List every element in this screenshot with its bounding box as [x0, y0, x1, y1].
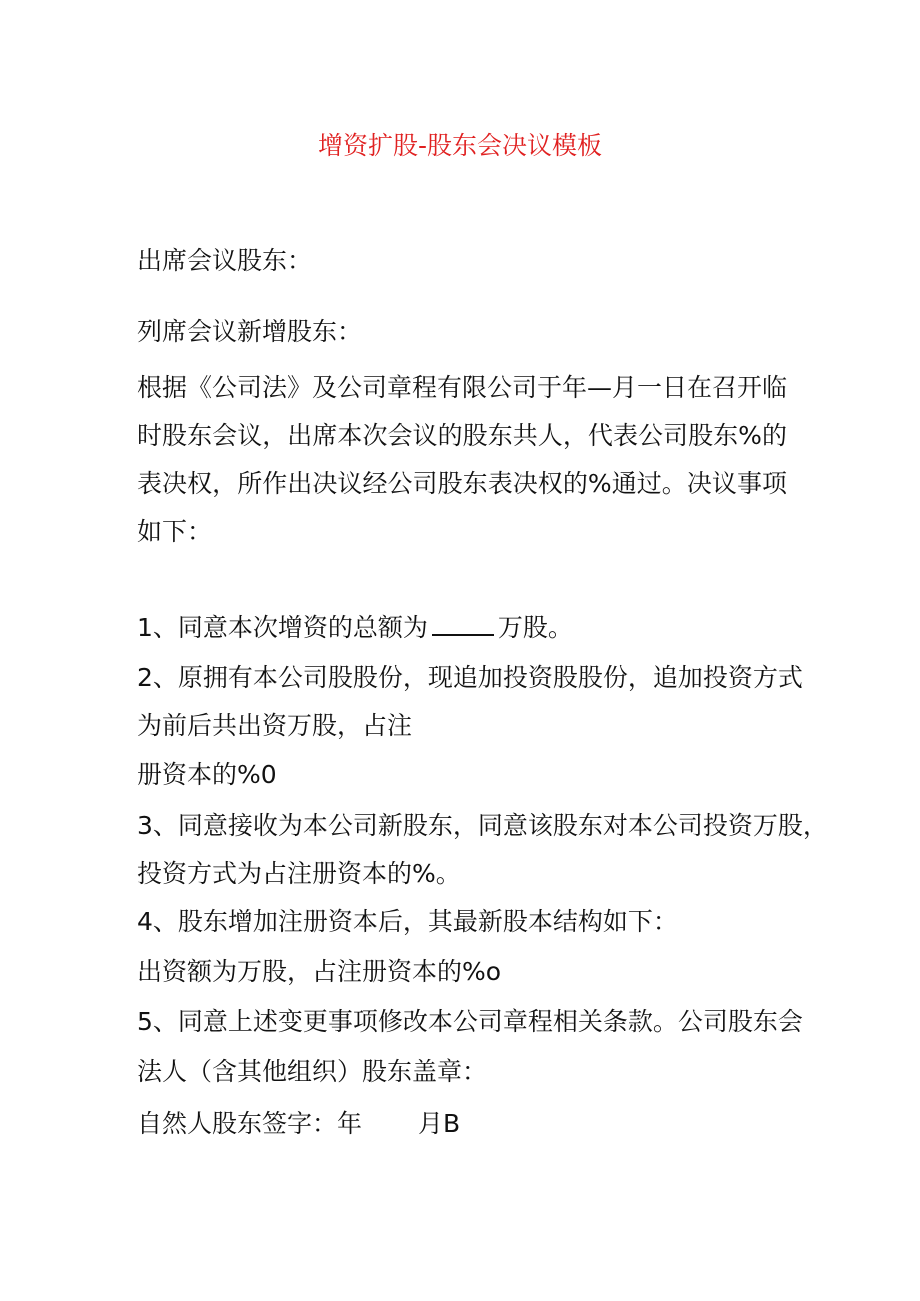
item2-line: 为前后共出资万股，占注	[137, 711, 413, 740]
resolution-item-3	[137, 802, 828, 898]
year-label: 年	[337, 1109, 363, 1138]
intro-line: 表决权，所作出决议经公司股东表决权的%通过。决议事项	[137, 469, 787, 498]
attending-new-shareholders-label: 列席会议新增股东：	[137, 317, 363, 346]
item3-line: 3、同意接收为本公司新股东，同意该股东对本公司投资万股，	[137, 811, 828, 840]
intro-line: 如下：	[137, 517, 213, 546]
natural-person-signature-line	[137, 1106, 460, 1142]
legal-person-seal-label: 法人（含其他组织）股东盖章：	[137, 1057, 488, 1086]
resolution-item-1	[137, 608, 573, 646]
item2-line: 2、原拥有本公司股股份，现追加投资股股份，追加投资方式	[137, 663, 803, 692]
intro-line: 时股东会议，出席本次会议的股东共人，代表公司股东%的	[137, 421, 787, 450]
intro-line: 根据《公司法》及公司章程有限公司于年—月一日在召开临	[137, 373, 788, 402]
attending-shareholders-label: 出席会议股东：	[137, 246, 313, 275]
resolution-item-4: 4、股东增加注册资本后，其最新股本结构如下：	[137, 907, 678, 936]
month-label: 月B	[418, 1109, 461, 1138]
item3-line: 投资方式为占注册资本的%。	[137, 859, 461, 888]
item4-detail: 出资额为万股，占注册资本的%o	[137, 957, 502, 986]
resolution-item-2	[137, 654, 803, 750]
intro-paragraph	[137, 364, 787, 556]
resolution-item-5: 5、同意上述变更事项修改本公司章程相关条款。公司股东会	[137, 1007, 803, 1036]
item1-prefix: 1、同意本次增资的总额为	[137, 613, 428, 642]
signature-label: 自然人股东签字：	[137, 1109, 338, 1138]
document-title: 增资扩股-股东会决议模板	[317, 131, 603, 160]
item1-suffix: 万股。	[497, 613, 573, 642]
amount-blank-field	[432, 608, 494, 636]
item2-tail: 册资本的%0	[137, 760, 277, 789]
